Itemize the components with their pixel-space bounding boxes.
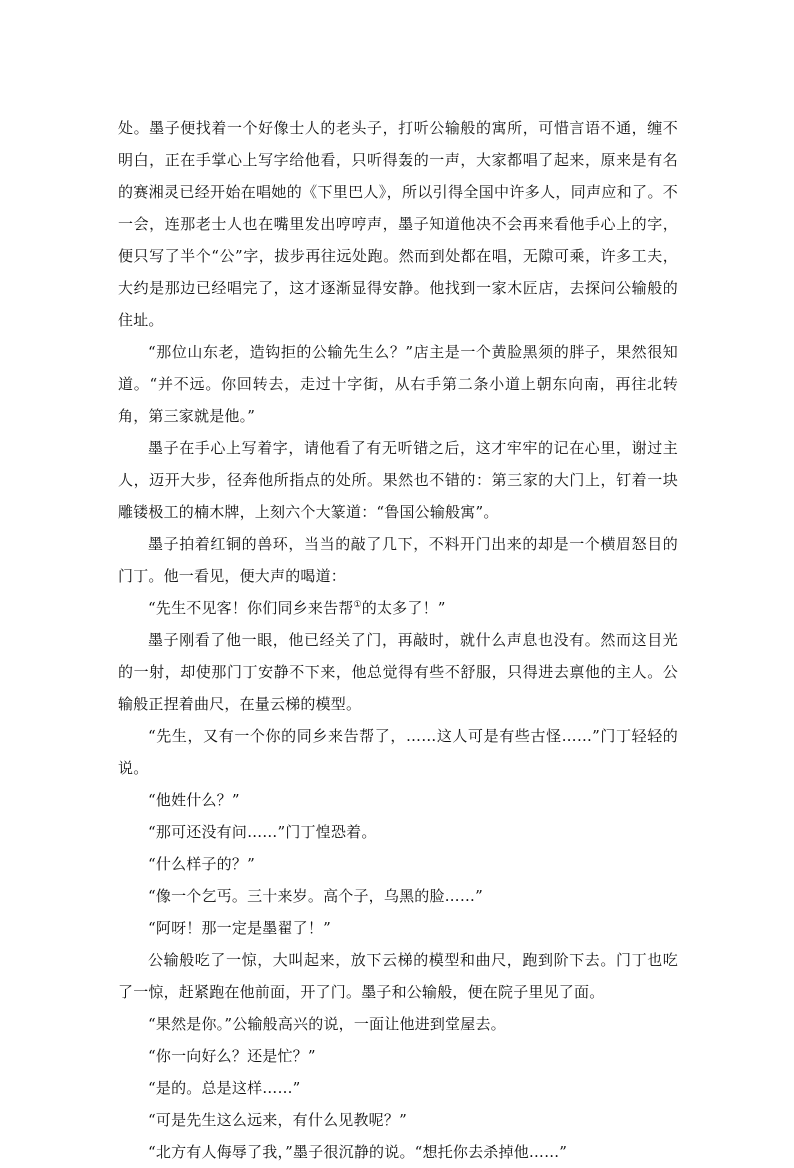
paragraph: “那位山东老，造钩拒的公输先生么？”店主是一个黄脸黑须的胖子，果然很知道。“并不远。你回转去，走过十字街，从右手第二条小道上朝东向南，再往北转角，第三家就是他。” (118, 343, 678, 425)
paragraph: “先生，又有一个你的同乡来告帮了，……这人可是有些古怪……”门丁轻轻的说。 (118, 727, 678, 777)
paragraph: 墨子拍着红铜的兽环，当当的敲了几下，不料开门出来的却是一个横眉怒目的门丁。他一看见，便大声的喝道： (118, 535, 678, 585)
paragraph (118, 592, 678, 624)
paragraph: “你一向好么？还是忙？” (148, 1047, 316, 1065)
paragraph: “他姓什么？” (148, 791, 240, 809)
paragraph: “可是先生这么远来，有什么见教呢？” (148, 1111, 407, 1129)
paragraph: 处。墨子便找着一个好像士人的老头子，打听公输般的寓所，可惜言语不通，缠不明白，正在手掌心上写字给他看，只听得轰的一声，大家都唱了起来，原来是有名的赛湘灵已经开始在唱她的《下里巴人》，所以引得全国中许多人，同声应和了。不一会，连那老士人也在嘴里发出哼哼声，墨子知道他决不会再来看他手心上的字，便只写了半个“公”字，拔步再往远处跑。然而到处都在唱，无隙可乘，许多工夫，大约是那边已经唱完了，这才逐渐显得安静。他找到一家木匠店，去探问公输般的住址。 (118, 119, 678, 329)
paragraph: “是的。总是这样……” (148, 1079, 301, 1097)
paragraph: 墨子在手心上写着字，请他看了有无听错之后，这才牢牢的记在心里，谢过主人，迈开大步，径奔他所指点的处所。果然也不错的：第三家的大门上，钉着一块雕镂极工的楠木牌，上刻六个大篆道：“鲁国公输般寓”。 (118, 439, 678, 521)
paragraph: 墨子刚看了他一眼，他已经关了门，再敲时，就什么声息也没有。然而这目光的一射，却使那门丁安静不下来，他总觉得有些不舒服，只得进去禀他的主人。公输般正捏着曲尺，在量云梯的模型。 (118, 631, 678, 713)
dialog-text: 的太多了！” (361, 599, 446, 617)
paragraph: “什么样子的？” (148, 855, 255, 873)
paragraph: 公输般吃了一惊，大叫起来，放下云梯的模型和曲尺，跑到阶下去。门丁也吃了一惊，赶紧跑在他前面，开了门。墨子和公输般，便在院子里见了面。 (118, 951, 678, 1001)
footnote-marker: ① (353, 600, 362, 610)
document-body (118, 112, 678, 1168)
paragraph: “阿呀！那一定是墨翟了！” (148, 919, 331, 937)
dialog-text: “先生不见客！你们同乡来告帮 (148, 599, 354, 617)
paragraph: “那可还没有问……”门丁惶恐着。 (148, 823, 377, 841)
paragraph: “像一个乞丐。三十来岁。高个子，乌黑的脸……” (148, 887, 483, 905)
paragraph: “北方有人侮辱了我，”墨子很沉静的说。“想托你去杀掉他……” (148, 1143, 568, 1161)
paragraph: “果然是你。”公输般高兴的说，一面让他进到堂屋去。 (148, 1015, 506, 1033)
